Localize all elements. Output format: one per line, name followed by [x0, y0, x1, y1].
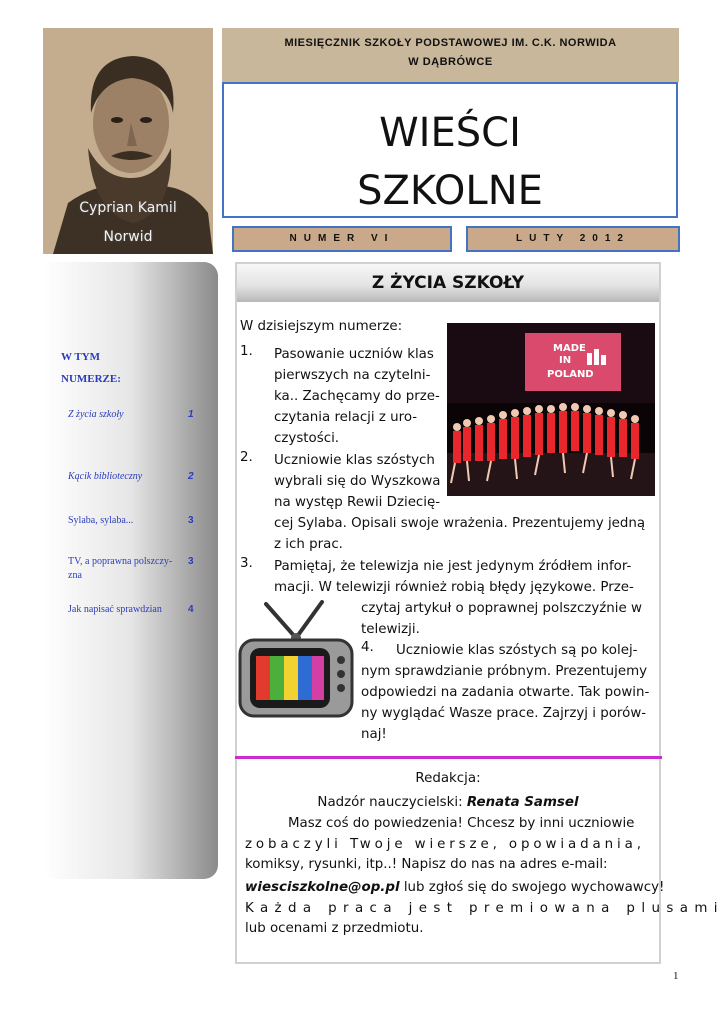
toc-item-page: 3 — [188, 515, 194, 526]
toc-item-page: 2 — [188, 471, 194, 482]
section-title: Z ŻYCIA SZKOŁY — [237, 264, 659, 302]
portrait-caption-line2: Norwid — [103, 229, 153, 245]
item4-line: Uczniowie klas szóstych są po kolej- — [396, 643, 638, 658]
item1-line: czytania relacji z uro- — [274, 410, 418, 425]
item4-text-b — [361, 661, 649, 745]
editorial-line3: komiksy, rysunki, itp..! Napisz do nas na adres e-mail: — [245, 857, 608, 872]
item4-text-a — [396, 640, 638, 661]
item1-text — [274, 344, 440, 449]
item4-line: ny wyglądać Wasze prace. Zajrzyj i porów- — [361, 706, 647, 721]
toc-item-page: 4 — [188, 604, 194, 615]
tv-icon — [238, 598, 354, 720]
editorial-line5: Każda praca jest premiowana plusami — [245, 901, 724, 916]
title-line2: SZKOLNE — [357, 168, 543, 214]
item3-line: macji. W telewizji również robią błędy językowe. Prze- — [274, 580, 634, 595]
supervisor-label: Nadzór nauczycielski: — [317, 795, 467, 810]
editorial-contact — [245, 880, 664, 895]
editorial-line1: Masz coś do powiedzenia! Chcesz by inni uczniowie — [288, 816, 635, 831]
item1-line: ka.. Zachęcamy do prze- — [274, 389, 440, 404]
item4-line: naj! — [361, 727, 387, 742]
portrait-caption-line1: Cyprian Kamil — [79, 200, 177, 216]
issue-date: LUTY 2012 — [466, 226, 680, 252]
item2-line: z ich prac. — [274, 537, 343, 552]
norwid-portrait — [43, 28, 213, 254]
issue-number: NUMER VI — [232, 226, 452, 252]
toc-item-label-line1: TV, a poprawna polszczy- — [68, 556, 173, 567]
item1-line: pierwszych na czytelni- — [274, 368, 431, 383]
item2-text — [274, 450, 645, 555]
toc-sidebar — [43, 262, 218, 879]
portrait-image — [43, 28, 213, 254]
toc-item-label: Jak napisać sprawdzian — [68, 604, 162, 615]
supervisor-name: Renata Samsel — [466, 795, 579, 810]
toc-item[interactable] — [68, 555, 208, 583]
title-box — [222, 82, 678, 218]
page-number: 1 — [673, 970, 679, 982]
item2-line: wybrali się do Wyszkowa — [274, 474, 441, 489]
item3-line: telewizji. — [361, 622, 420, 637]
masthead-band — [222, 28, 679, 82]
editorial-line2: zobaczyli Twoje wiersze, opowiadania, — [245, 837, 645, 852]
item3-line: czytaj artykuł o poprawnej polszczyźnie w — [361, 601, 642, 616]
contact-note: lub zgłoś się do swojego wychowawcy! — [399, 880, 665, 895]
item3-text-b — [361, 598, 642, 640]
editorial-line6: lub ocenami z przedmiotu. — [245, 921, 424, 936]
title-line1: WIEŚCI — [379, 110, 521, 156]
item1-line: Pasowanie uczniów klas — [274, 347, 434, 362]
item4-number: 4. — [361, 640, 374, 655]
banner-line1: MADE — [553, 343, 586, 354]
toc-item-page: 3 — [188, 556, 194, 567]
item4-line: nym sprawdzianie próbnym. Prezentujemy — [361, 664, 648, 679]
item2-line: Uczniowie klas szóstych — [274, 453, 435, 468]
toc-item-page: 1 — [188, 409, 194, 420]
masthead-line1: MIESIĘCZNIK SZKOŁY PODSTAWOWEJ IM. C.K. NORWIDA — [284, 37, 617, 49]
item1-number: 1. — [240, 344, 253, 359]
banner-line3: POLAND — [547, 369, 594, 380]
toc-item[interactable] — [68, 408, 208, 422]
toc-item[interactable] — [68, 603, 208, 617]
item1-line: czystości. — [274, 431, 340, 446]
intro-text: W dzisiejszym numerze: — [240, 319, 403, 334]
item3-text-a — [274, 556, 634, 598]
toc-heading-line1: W TYM — [61, 351, 101, 363]
masthead-line2: W DĄBRÓWCE — [408, 56, 493, 68]
editorial-supervisor — [235, 795, 661, 810]
toc-item-label: Kącik biblioteczny — [68, 471, 143, 482]
section-divider — [235, 756, 662, 759]
item2-line: cej Sylaba. Opisali swoje wrażenia. Prezentujemy jedną — [274, 516, 646, 531]
toc-item-label: Z życia szkoły — [68, 409, 124, 420]
toc-item[interactable] — [68, 514, 208, 528]
item3-number: 3. — [240, 556, 253, 571]
item2-line: na występ Rewii Dziecię- — [274, 495, 441, 510]
toc-heading-line2: NUMERZE: — [61, 373, 121, 385]
contact-email[interactable]: wiesciszkolne@op.pl — [245, 880, 400, 895]
toc-heading — [61, 346, 121, 390]
item2-number: 2. — [240, 450, 253, 465]
toc-item-label: Sylaba, sylaba... — [68, 515, 134, 526]
item4-line: odpowiedzi na zadania otwarte. Tak powin- — [361, 685, 650, 700]
editorial-heading: Redakcja: — [415, 771, 481, 786]
banner-line2: IN — [559, 355, 572, 366]
toc-item-label-line2: zna — [68, 570, 82, 581]
item3-line: Pamiętaj, że telewizja nie jest jedynym źródłem infor- — [274, 559, 632, 574]
toc-item[interactable] — [68, 470, 208, 484]
